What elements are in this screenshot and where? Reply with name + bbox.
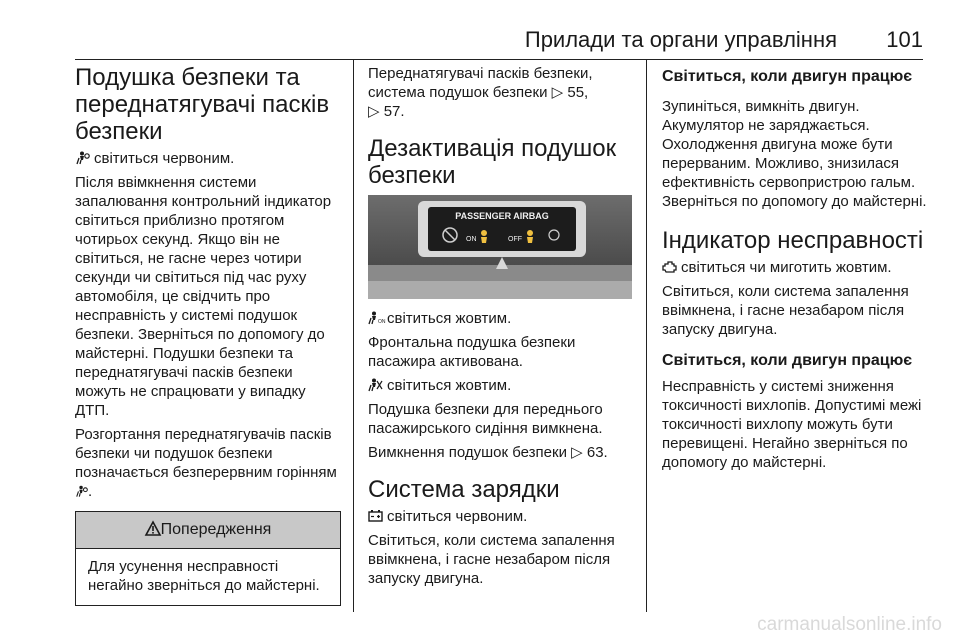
section-heading-deactivation: Дезактивація подушок безпеки [368, 135, 617, 189]
charging-paragraph: Світиться, коли система запалення ввімкнена, і гасне незабаром після запуску двигуна. [368, 532, 615, 587]
disable-airbag-text: Вимкнення подушок безпеки [368, 444, 567, 461]
subheading-engine-running-2: Світиться, коли двигун працює [662, 352, 913, 369]
malfunction-status-text: світиться чи миготить жовтим. [681, 259, 892, 276]
passenger-airbag-on-icon [368, 311, 386, 325]
header-title: Прилади та органи управління [524, 27, 837, 52]
airbag-off-status-line [368, 376, 632, 395]
photo-label: PASSENGER AIRBAG [455, 211, 549, 221]
seatbelt-reference-text: Переднатягувачі пасків безпеки, система подушок безпеки [368, 65, 593, 101]
engine-check-icon [662, 260, 677, 273]
airbag-paragraph-2-text: Розгортання переднатягувачів пасків безпеки чи подушок безпеки позначається безперервним горінням [75, 426, 337, 481]
section-heading-malfunction: Індикатор несправності [662, 227, 924, 254]
page-header [0, 0, 960, 56]
page-number: 101 [886, 27, 923, 52]
reference-arrow-icon: ▷ [571, 444, 583, 461]
charging-status-line [368, 507, 632, 526]
charging-status-text: світиться червоним. [387, 508, 528, 525]
seatbelt-reference [368, 64, 632, 121]
malfunction-status-line [662, 258, 928, 277]
airbag-off-paragraph: Подушка безпеки для переднього пасажирського сидіння вимкнена. [368, 401, 603, 437]
airbag-panel-photo [368, 195, 632, 299]
airbag-paragraph-2-end: . [88, 483, 93, 500]
airbag-warning-icon [75, 485, 88, 497]
warning-header [76, 512, 340, 549]
disable-airbag-reference [368, 443, 632, 462]
engine-running-paragraph-2: Несправність у системі зниження токсичності вихлопів. Допустимі межі токсичності вихлопу можуть бути перевищені. Негайно зверніться по допомогу до майстерні. [662, 378, 922, 471]
watermark: carmanualsonline.info [757, 614, 942, 635]
airbag-paragraph-1: Після ввімкнення системи запалювання контрольний індикатор світиться приблизно протягом чотирьох секунд. Якщо він не світиться, не гасне через чотири секунди чи світиться під час руху автомобіля, це свідчить про несправність у системі подушок безпеки. Зверніться по допомогу до майстерні. Подушки безпеки та переднатягувачі пасків безпеки можуть не спрацювати у випадку ДТП. [75, 174, 332, 419]
reference-arrow-icon: ▷ [551, 84, 564, 101]
warning-box [75, 511, 341, 606]
malfunction-paragraph: Світиться, коли система запалення ввімкнена, і гасне незабаром після запуску двигуна. [662, 283, 909, 338]
airbag-paragraph-2 [75, 425, 341, 501]
header-rule [75, 59, 923, 60]
column-1 [75, 64, 341, 606]
warning-triangle-icon [145, 521, 161, 536]
photo-on-label: ON [466, 236, 477, 243]
passenger-airbag-off-icon [368, 378, 383, 391]
svg-text:ON: ON [378, 319, 386, 325]
reference-page-3: 63. [586, 444, 608, 461]
warning-title: Попередження [160, 521, 272, 538]
airbag-warning-icon [75, 151, 90, 164]
warning-text: Для усунення несправності негайно зверніться до майстерні. [88, 558, 320, 594]
reference-arrow-icon: ▷ [368, 103, 380, 120]
airbag-off-status-text: світиться жовтим. [387, 377, 512, 394]
engine-running-paragraph-1: Зупиніться, вимкніть двигун. Акумулятор не заряджається. Охолодження двигуна може бути перерваним. Можливо, знизилася ефективність сервопристрою гальм. Зверніться по допомогу до майстерні. [662, 98, 927, 210]
airbag-on-paragraph: Фронтальна подушка безпеки пасажира активована. [368, 334, 576, 370]
airbag-on-status-text: світиться жовтим. [387, 310, 512, 327]
airbag-on-status-line [368, 309, 632, 328]
battery-icon [368, 509, 383, 522]
section-heading-airbag: Подушка безпеки та переднатягувачі пасків безпеки [75, 64, 330, 145]
airbag-status-text: світиться червоним. [94, 150, 235, 167]
airbag-status-line [75, 149, 341, 168]
section-heading-charging: Система зарядки [368, 476, 560, 503]
photo-off-label: OFF [508, 236, 522, 243]
warning-body [76, 549, 340, 605]
subheading-engine-running-1: Світиться, коли двигун працює [662, 68, 913, 85]
reference-page-1: 55, [567, 84, 589, 101]
column-divider [646, 60, 647, 612]
column-3 [662, 64, 928, 477]
reference-page-2: 57. [383, 103, 405, 120]
column-2 [368, 64, 632, 593]
column-divider [353, 60, 354, 612]
